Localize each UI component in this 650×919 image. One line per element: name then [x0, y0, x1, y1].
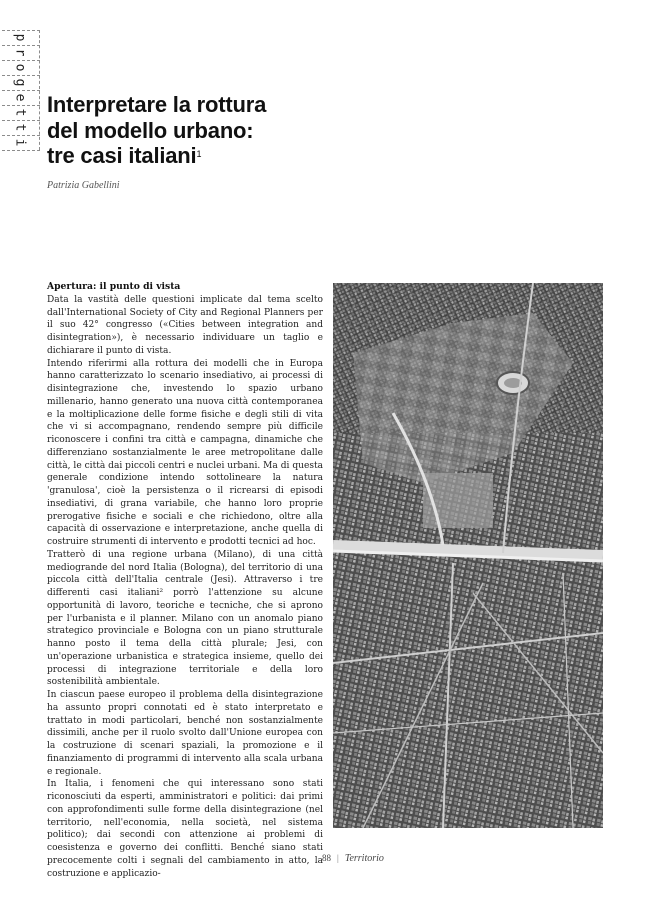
author-byline: Patrizia Gabellini — [47, 180, 120, 191]
title-line-2: del modello urbano: — [47, 117, 254, 143]
side-label-letter: e — [12, 93, 28, 102]
title-line-1: Interpretare la rottura — [47, 92, 267, 117]
title-line-3: tre casi italiani — [47, 143, 197, 168]
side-label-letter: g — [12, 78, 28, 87]
side-label-letter: t — [12, 108, 28, 117]
paragraph: In ciascun paese europeo il problema della disintegrazione ha assunto propri connotati ed è stato interpretato e trattato in modi particolari, benché non sostanzialmente dissimili, anche per il ruolo svolto dall'Unione europea con la costruzione di scenari spaziali, la promozione e il finanziamento di programmi di intervento alla scala urbana e regionale. — [47, 690, 323, 777]
side-label-letter: i — [12, 138, 28, 147]
article-title — [47, 92, 266, 169]
paragraph: Tratterò di una regione urbana (Milano), di una città mediogrande del nord Italia (Bologna), del territorio di una piccola città dell'Italia centrale (Jesi). Attraverso i tre differenti casi italiani² porrò l'attenzione su alcune opportunità di lavoro, teoriche e tecniche, che si aprono per l'urbanista e il planner. Milano con un anomalo piano strategico provinciale e Bologna con un piano strutturale hanno posto il tema della città plurale; Jesi, con un'operazione urbanistica e strategica insieme, quello dei processi di integrazione territoriale e della loro sostenibilità ambientale. — [47, 549, 323, 688]
paragraph: Intendo riferirmi alla rottura dei modelli che in Europa hanno caratterizzato lo scenario insediativo, ai processi di disintegrazione che, investendo lo spazio urbano millenario, hanno generato una nuova città contemporanea e la moltiplicazione delle forme fisiche e degli stili di vita che vi si accompagnano, rendendo sempre più difficile riconoscere i confini tra città e campagna, dinamiche che differenziano sostanzialmente le aree metropolitane dalle città, le città dai piccoli centri e nuclei urbani. Ma di questa generale condizione intendo sottolineare la natura 'granulosa', cioè la persistenza o il ricrearsi di episodi insediativi, di grana variabile, che hanno loro proprie prerogative fisiche e sociali e che richiedono, oltre alla capacità di osservazione e interpretazione, anche quella di costruire strumenti di intervento e prodotti tecnici ad hoc. — [47, 358, 323, 547]
page-footer — [322, 853, 384, 864]
article-body — [47, 281, 323, 880]
side-section-label — [0, 30, 40, 150]
aerial-photo-graphic — [333, 283, 603, 828]
journal-name: Territorio — [344, 853, 384, 864]
side-label-letter: p — [12, 33, 28, 42]
footer-separator: | — [337, 853, 339, 863]
paragraph: Data la vastità delle questioni implicate dal tema scelto dall'International Society of City and Regional Planners per il suo 42° congresso («Cities between integration and disintegration»), è necessario individuare un taglio e dichiarare il punto di vista. — [47, 294, 323, 356]
side-label-letter: t — [12, 123, 28, 132]
aerial-city-photo — [333, 283, 603, 828]
paragraph: In Italia, i fenomeni che qui interessano sono stati riconosciuti da esperti, amministratori e politici: dai primi con approfondimenti sulle forme della disintegrazione (nel territorio, nell'economia, nella società, nel sistema politico); dai secondi con attenzione ai problemi di coesistenza e governo dei conflitti. Benché siano stati precocemente colti i segnali del cambiamento in atto, la costruzione e applicazio- — [47, 779, 323, 879]
page-number: 88 — [322, 853, 331, 863]
title-footnote-marker: 1 — [196, 149, 202, 159]
section-heading: Apertura: il punto di vista — [47, 281, 181, 292]
side-label-letter: r — [12, 48, 28, 57]
side-label-letter: o — [12, 63, 28, 72]
